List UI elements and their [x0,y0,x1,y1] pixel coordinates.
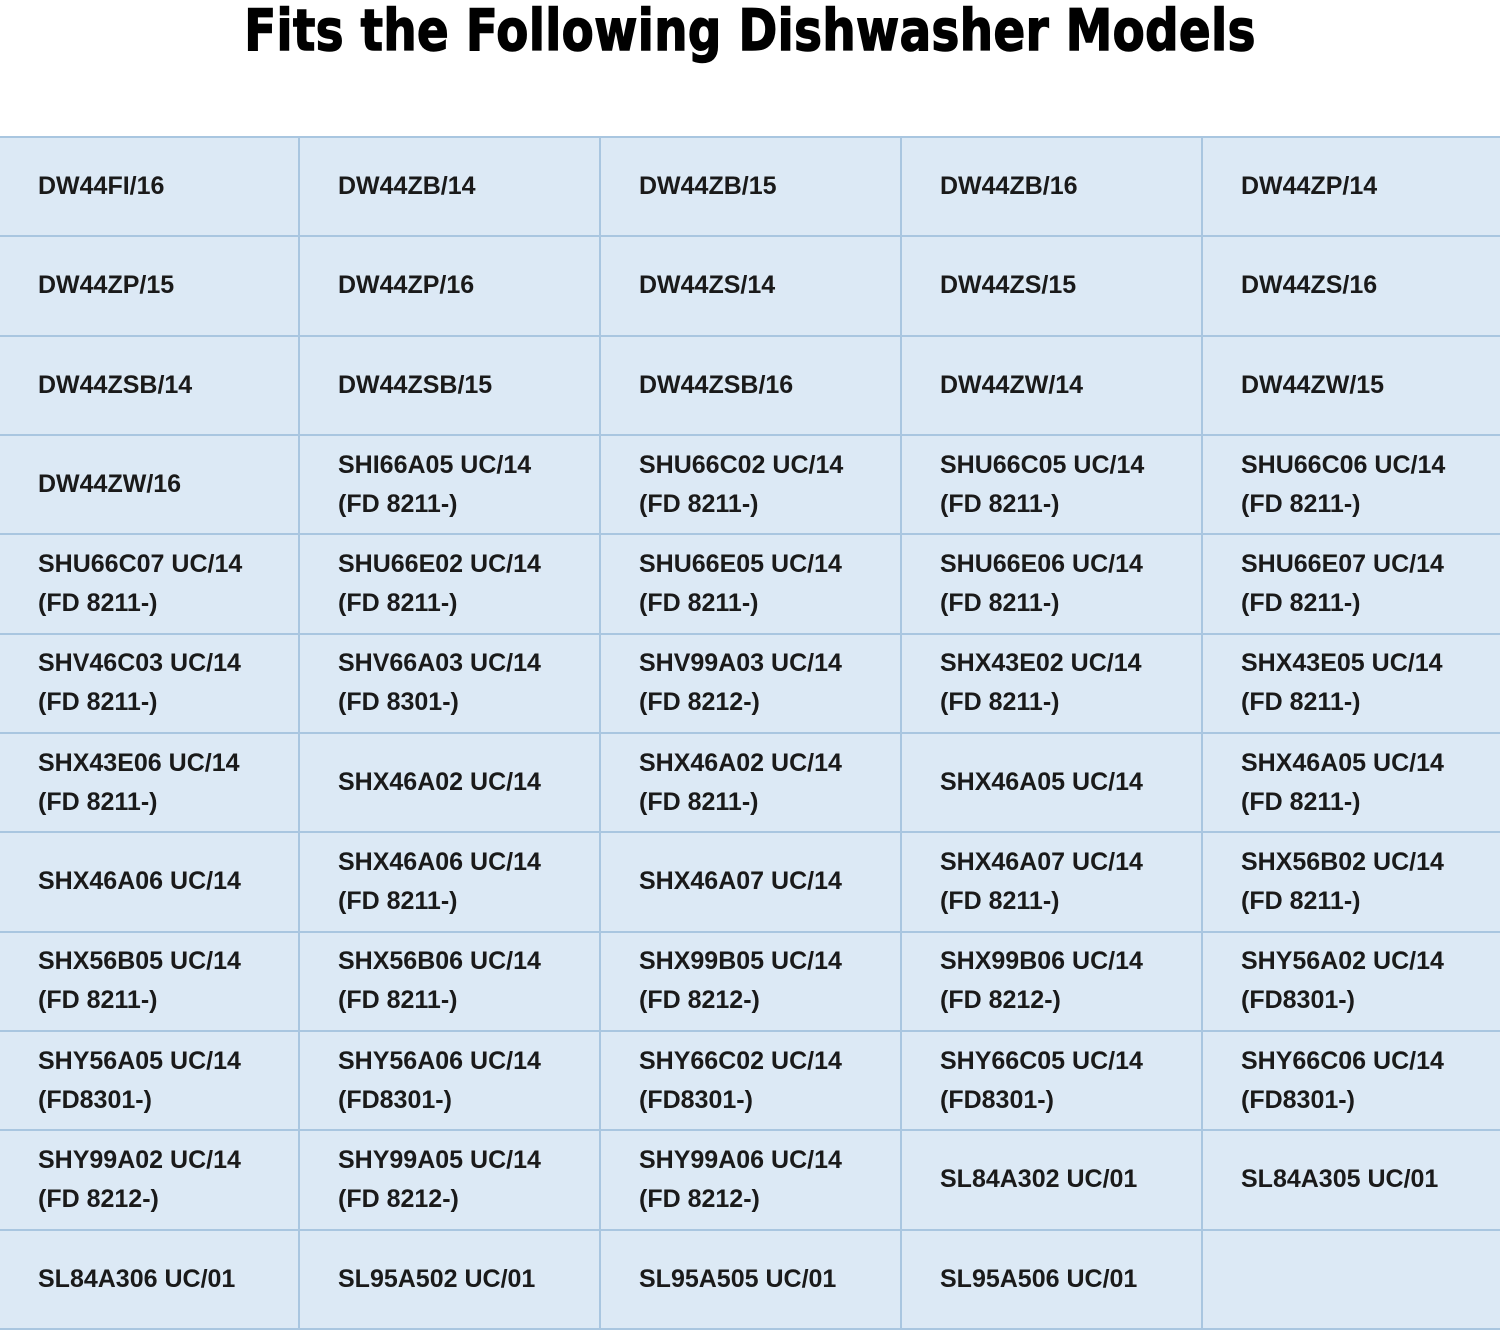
fd-code: (FD 8211-) [338,588,458,617]
model-number: SHY99A02 UC/14 [38,1145,241,1174]
model-number: DW44ZB/16 [940,172,1078,201]
fd-code: (FD 8212-) [940,986,1061,1015]
model-cell [601,833,902,932]
model-cell [1203,933,1500,1032]
model-number: SHX56B05 UC/14 [38,947,241,976]
fd-code: (FD 8212-) [338,1184,459,1213]
fd-code: (FD8301-) [940,1085,1054,1114]
model-cell [1203,535,1500,634]
model-cell [601,635,902,734]
model-number: SHX46A07 UC/14 [639,867,842,896]
model-cell [300,833,601,932]
model-number: DW44ZSB/16 [639,370,794,399]
model-number: SHU66E06 UC/14 [940,549,1143,578]
model-cell [902,635,1203,734]
model-cell [902,1131,1203,1230]
model-number: SHV66A03 UC/14 [338,649,541,678]
model-number: SHX56B02 UC/14 [1241,847,1444,876]
model-cell [300,933,601,1032]
model-cell [300,734,601,833]
fd-code: (FD8301-) [639,1085,753,1114]
model-number: DW44ZSB/15 [338,370,493,399]
model-cell [0,833,300,932]
model-number: SHY66C05 UC/14 [940,1046,1143,1075]
model-number: SHY99A05 UC/14 [338,1145,541,1174]
model-number: DW44ZW/16 [38,470,182,499]
fd-code: (FD 8211-) [940,688,1060,717]
model-cell [902,436,1203,535]
model-cell [601,933,902,1032]
model-cell [300,1131,601,1230]
model-number: SHI66A05 UC/14 [338,450,532,479]
model-cell [601,436,902,535]
fd-code: (FD 8212-) [38,1184,159,1213]
model-cell [1203,337,1500,436]
fd-code: (FD 8211-) [38,986,158,1015]
model-cell [0,337,300,436]
fd-code: (FD8301-) [338,1085,452,1114]
model-number: SL84A302 UC/01 [940,1165,1138,1194]
model-cell [0,237,300,336]
model-cell [1203,138,1500,237]
model-cell [300,337,601,436]
model-number: SHY66C02 UC/14 [639,1046,842,1075]
model-number: DW44ZB/15 [639,172,777,201]
model-cell [601,1231,902,1330]
fd-code: (FD 8211-) [639,489,759,518]
fd-code: (FD 8211-) [940,588,1060,617]
model-number: SHX43E02 UC/14 [940,649,1142,678]
model-cell [902,337,1203,436]
model-cell [601,138,902,237]
fd-code: (FD 8211-) [639,588,759,617]
model-table [0,136,1500,1328]
model-number: DW44ZS/16 [1241,271,1378,300]
model-cell [0,1131,300,1230]
model-cell [0,1032,300,1131]
model-number: DW44ZW/14 [940,370,1084,399]
model-cell [1203,1131,1500,1230]
model-cell [300,1231,601,1330]
fd-code: (FD 8211-) [1241,886,1361,915]
model-number: DW44ZSB/14 [38,370,193,399]
model-number: DW44FI/16 [38,172,165,201]
model-number: DW44ZW/15 [1241,370,1385,399]
fd-code: (FD 8212-) [639,986,760,1015]
model-number: SL84A306 UC/01 [38,1264,236,1293]
model-number: SHY56A02 UC/14 [1241,947,1444,976]
model-cell [0,1231,300,1330]
model-cell [601,337,902,436]
fd-code: (FD 8211-) [38,588,158,617]
model-number: SHU66C05 UC/14 [940,450,1145,479]
fd-code: (FD 8301-) [338,688,459,717]
model-cell [1203,1231,1500,1330]
model-number: SHU66C07 UC/14 [38,549,243,578]
model-number: DW44ZP/14 [1241,172,1378,201]
fd-code: (FD 8211-) [38,787,158,816]
model-cell [601,535,902,634]
model-cell [0,535,300,634]
fd-code: (FD 8211-) [338,986,458,1015]
model-cell [902,833,1203,932]
model-cell [902,237,1203,336]
model-cell [300,436,601,535]
model-cell [300,1032,601,1131]
fd-code: (FD 8211-) [38,688,158,717]
fd-code: (FD 8211-) [338,886,458,915]
fd-code: (FD 8211-) [1241,588,1361,617]
model-number: SHX43E06 UC/14 [38,748,240,777]
model-cell [300,138,601,237]
model-number: SL95A506 UC/01 [940,1264,1138,1293]
model-number: SHX46A06 UC/14 [338,847,541,876]
fd-code: (FD 8211-) [338,489,458,518]
model-number: SHY99A06 UC/14 [639,1145,842,1174]
model-cell [1203,1032,1500,1131]
model-number: SHY66C06 UC/14 [1241,1046,1444,1075]
model-cell [0,734,300,833]
model-cell [300,237,601,336]
model-cell [601,237,902,336]
model-number: SHU66E02 UC/14 [338,549,541,578]
fd-code: (FD 8211-) [639,787,759,816]
model-number: SHU66E05 UC/14 [639,549,842,578]
model-number: SHU66E07 UC/14 [1241,549,1444,578]
model-cell [902,535,1203,634]
fd-code: (FD 8211-) [940,886,1060,915]
fd-code: (FD 8211-) [1241,688,1361,717]
model-number: DW44ZB/14 [338,172,476,201]
model-number: DW44ZS/15 [940,271,1077,300]
model-number: SHX43E05 UC/14 [1241,649,1443,678]
model-number: SHX46A05 UC/14 [1241,748,1444,777]
fd-code: (FD 8212-) [639,1184,760,1213]
model-cell [902,734,1203,833]
model-cell [0,138,300,237]
model-number: DW44ZS/14 [639,271,776,300]
model-cell [1203,635,1500,734]
model-cell [300,535,601,634]
model-cell [601,1032,902,1131]
fd-code: (FD8301-) [1241,1085,1355,1114]
model-number: SL95A505 UC/01 [639,1264,837,1293]
model-cell [601,734,902,833]
model-cell [1203,833,1500,932]
model-number: SHX46A02 UC/14 [639,748,842,777]
model-cell [0,436,300,535]
model-cell [902,1032,1203,1131]
model-cell [601,1131,902,1230]
model-number: SHU66C06 UC/14 [1241,450,1446,479]
model-number: DW44ZP/16 [338,271,475,300]
fd-code: (FD 8211-) [940,489,1060,518]
model-number: DW44ZP/15 [38,271,175,300]
model-number: SHU66C02 UC/14 [639,450,844,479]
model-number: SHX99B05 UC/14 [639,947,842,976]
model-number: SHX46A05 UC/14 [940,768,1143,797]
model-number: SHX56B06 UC/14 [338,947,541,976]
model-cell [902,933,1203,1032]
model-cell [1203,734,1500,833]
model-number: SHV99A03 UC/14 [639,649,842,678]
model-cell [300,635,601,734]
model-cell [902,138,1203,237]
model-cell [1203,436,1500,535]
model-cell [0,933,300,1032]
model-number: SHX99B06 UC/14 [940,947,1143,976]
model-number: SL84A305 UC/01 [1241,1165,1439,1194]
model-number: SHY56A05 UC/14 [38,1046,241,1075]
page-title: Fits the Following Dishwasher Models [244,0,1256,64]
model-cell [1203,237,1500,336]
model-number: SHY56A06 UC/14 [338,1046,541,1075]
fd-code: (FD8301-) [38,1085,152,1114]
model-cell [902,1231,1203,1330]
fd-code: (FD 8212-) [639,688,760,717]
model-number: SHX46A07 UC/14 [940,847,1143,876]
fd-code: (FD8301-) [1241,986,1355,1015]
model-number: SHX46A02 UC/14 [338,768,541,797]
fd-code: (FD 8211-) [1241,489,1361,518]
model-number: SHX46A06 UC/14 [38,867,241,896]
model-number: SL95A502 UC/01 [338,1264,536,1293]
model-cell [0,635,300,734]
fd-code: (FD 8211-) [1241,787,1361,816]
model-number: SHV46C03 UC/14 [38,649,241,678]
